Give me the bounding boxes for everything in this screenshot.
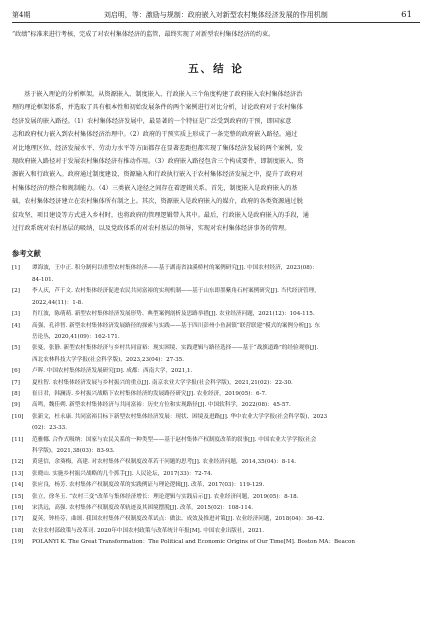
- reference-text: [32, 514, 420, 525]
- reference-item: [12, 378, 420, 389]
- reference-line: 卢晖. 中国农村集体经济发展研究[D]. 成都：西南大学，2021,1.: [32, 368, 193, 375]
- reference-line: 岳论丛，2020,41(09)：162-171.: [32, 333, 120, 340]
- reference-item: [12, 343, 420, 366]
- reference-line: 张应良，杨芳. 农村集体产权制度改革的实践例证与理论逻辑[J]. 改革，2017(03)：119-129.: [32, 482, 265, 489]
- reference-text: [32, 263, 420, 286]
- reference-index: [9]: [12, 402, 20, 409]
- reference-text: [32, 343, 420, 366]
- reference-text: [32, 469, 420, 480]
- reference-index: [11]: [12, 436, 24, 443]
- lead-paragraph: “政绩”标准来进行考核，完成了对农村集体经济的监管，最终实现了对新型农村集体经济的约束。: [12, 31, 275, 38]
- reference-text: [32, 400, 420, 411]
- reference-index: [14]: [12, 482, 24, 489]
- reference-line: 高鸣，魏佳朔. 新型农村集体经济与共同富裕：历史方位和实现路径[J]. 中国软科学，2022(08)：45-57.: [32, 402, 291, 409]
- reference-line: 夏英，钟桂芬，曲颂. 我国农村集体产权制度改革试点：做法、成效及推进对策[J]. 农业经济问题，2018(04)：36-42.: [32, 516, 325, 523]
- paragraph-line: 经济发展的嵌入路径。（1）农村集体经济发展中，最显著的一个特征是广泛受到政府的干预，即国家意: [12, 117, 292, 125]
- reference-item: [12, 480, 420, 491]
- reference-line: 农业农村部政策与改革司. 2020年中国农村政策与改革统计年报[M]. 中国农业出版社，2021.: [32, 527, 265, 534]
- reference-index: [6]: [12, 368, 20, 375]
- reference-index: [10]: [12, 413, 24, 420]
- reference-text: [32, 366, 420, 377]
- reference-text: [32, 480, 420, 491]
- reference-item: [12, 526, 420, 537]
- reference-line: 范雅娜. 合作式吸纳：国家与农民关系的一种类型——基于赵村集体产权制度改革的叙事[J]. 中国农业大学学报(社会: [32, 436, 317, 443]
- header-rule: [12, 22, 420, 23]
- reference-item: [12, 389, 420, 400]
- reference-item: [12, 514, 420, 525]
- reference-index: [17]: [12, 516, 24, 523]
- conclusion-paragraph: [12, 88, 420, 235]
- reference-text: [32, 309, 420, 320]
- reference-index: [2]: [12, 288, 20, 295]
- reference-item: [12, 457, 420, 468]
- reference-line: 谭海波，王中正. 积分制何以重塑农村集体经济——基于湖南省油溪桥村的案例研究[J]. 中国农村经济，2023(08)：: [32, 265, 318, 272]
- reference-text: [32, 321, 420, 344]
- reference-index: [4]: [12, 322, 20, 329]
- reference-text: [32, 503, 420, 514]
- reference-index: [12]: [12, 459, 24, 466]
- paragraph-line: 对比地理区位、经济发展水平、劳动力水平等方面都存在显著差距但都实现了集体经济发展的两个案例，发: [12, 144, 303, 152]
- reference-list: [12, 263, 420, 548]
- paragraph-line: 础，农村集体经济建立在农村集体所有制之上。其次，资源嵌入是政府嵌入的媒介，政府的各类资源通过脱: [12, 198, 303, 206]
- reference-text: [32, 526, 420, 537]
- reference-index: [19]: [12, 539, 24, 546]
- paragraph-line: 现政府嵌入路径对于发展农村集体经济有推动作用。（3）政府嵌入路径包含三个构成要件，即制度嵌入、资: [12, 158, 304, 166]
- reference-line: 84-101.: [32, 276, 54, 283]
- reference-index: [3]: [12, 311, 20, 318]
- paragraph-line: 基于嵌入理论的分析框架，从资源嵌入、制度嵌入、行政嵌入三个角度构建了政府嵌入农村集体经济治: [24, 91, 303, 98]
- reference-item: [12, 469, 420, 480]
- reference-line: 崔日君，韩澜涛. 乡村振兴战略下农村集体经济的发展路径研究[J]. 农业经济，2019(05)：6-7.: [32, 390, 267, 397]
- reference-index: [16]: [12, 505, 24, 511]
- reference-index: [1]: [12, 265, 20, 272]
- reference-index: [15]: [12, 493, 24, 500]
- reference-item: [12, 366, 420, 377]
- reference-index: [8]: [12, 390, 20, 397]
- reference-index: [5]: [12, 345, 20, 352]
- reference-index: [13]: [12, 470, 24, 477]
- issue-label: 第4期: [12, 11, 31, 19]
- reference-line: 张戛，张静. 新型农村集体经济与乡村共同富裕：现实困境、实践逻辑与路径选择——基于“战旗道路”的经验观察[J].: [32, 345, 319, 352]
- reference-line: 黄延信，余葵梅，高建. 对农村集体产权制度改革若干问题的思考[J]. 农业经济问题，2014,35(04)：8-14.: [32, 459, 297, 466]
- paragraph-line: 贫攻坚、项目建设等方式进入乡村时，也将政府的管理逻辑带入其中。最后，行政嵌入是政府嵌入的手段，通: [12, 211, 309, 219]
- paragraph-line: 过行政系统对农村基层的吸纳，以及党政体系的对农村基层的领导，实现对农村集体经济事务的管理。: [12, 225, 291, 233]
- reference-text: [32, 492, 420, 503]
- reference-line: 张晓山. 实施乡村振兴战略的几个抓手[J]. 人民论坛，2017(33)：72-74.: [32, 470, 213, 477]
- reference-line: 西北农林科技大学学报(社会科学版)，2023,23(04)：27-35.: [32, 356, 184, 363]
- reference-item: [12, 492, 420, 503]
- running-title: 刘启明，等：激励与规制：政府嵌入对新型农村集体经济发展的作用机制: [103, 11, 328, 19]
- reference-item: [12, 435, 420, 458]
- references-title: 参考文献: [12, 249, 41, 259]
- reference-line: 宋洪远，高强. 农村集体产权制度改革轨迹及其困境摆脱[J]. 改革，2015(02)：108-114.: [32, 505, 254, 511]
- reference-text: [32, 435, 420, 458]
- reference-line: (02)：23-33.: [32, 425, 67, 432]
- reference-item: [12, 263, 420, 286]
- paragraph-line: 村集体经济的整合和规制能力。（4）三类嵌入途径之间存在着逻辑关系。首先，制度嵌入是政府嵌入的基: [12, 184, 298, 192]
- reference-item: [12, 309, 420, 320]
- page-header: [12, 0, 420, 20]
- reference-text: [32, 412, 420, 435]
- paragraph-line: 源嵌入和行政嵌入。政府通过制度建设、资源输入和行政执行嵌入于农村集体经济发展之中，提升了政府对: [12, 171, 303, 179]
- reference-line: 2022,44(11)：1-8.: [32, 299, 83, 306]
- paragraph-line: 理的理论框架体系，并选取了具有根本性和初始发展条件的两个案例进行对比分析，讨论政府对于农村集体: [12, 104, 303, 112]
- reference-item: [12, 537, 420, 548]
- reference-text: [32, 378, 420, 389]
- reference-text: [32, 286, 420, 309]
- reference-line: 张新文，杜永康. 共同富裕目标下新型农村集体经济发展：现状、困境及进路[J]. 华中农业大学学报(社会科学版)，2023: [32, 413, 328, 420]
- page-number: 61: [401, 10, 412, 20]
- reference-line: 科学版)，2021,38(03)：83-93.: [32, 447, 115, 454]
- reference-item: [12, 412, 420, 435]
- reference-text: [32, 389, 420, 400]
- reference-index: [18]: [12, 527, 24, 534]
- reference-line: 肖红波，陈萌萌. 新型农村集体经济发展形势、典型案例剖析及思路举措[J]. 农业经济问题，2021(12)：104-115.: [32, 311, 315, 318]
- reference-item: [12, 400, 420, 411]
- reference-item: [12, 503, 420, 514]
- reference-line: 张立，徐冬玉. “农村三变”改革与集体经济增长：理论逻辑与实践启示[J]. 农业经济问题，2019(05)：8-18.: [32, 493, 299, 500]
- reference-line: 夏柱智. 农村集体经济发展与乡村振兴的重点[J]. 南京农业大学学报(社会科学版)，2021,21(02)：22-30.: [32, 379, 293, 386]
- reference-line: 高强，孔祥智. 新型农村集体经济发展路径的探索与实践——基于四川彭州小鱼洞镇“联营联建”模式的案例分析[J]. 东: [32, 322, 320, 329]
- reference-text: [32, 537, 420, 548]
- reference-line: 李人庆，芦千文. 农村集体经济促进农民共同富裕的实现机制——基于山东即墨紫角石村案例研究[J]. 当代经济管理，: [32, 288, 320, 295]
- reference-text: [32, 457, 420, 468]
- paragraph-line: 志和政府权力嵌入到农村集体经济治理中。（2）政府的干预实质上形成了一条完整的政府嵌入路径。通过: [12, 131, 298, 139]
- reference-item: [12, 321, 420, 344]
- reference-line: POLANYI K. The Great Transformation：The Political and Economic Origins of Our Time[M]. Boston MA：Beacon: [32, 539, 355, 546]
- reference-index: [7]: [12, 379, 20, 386]
- reference-item: [12, 286, 420, 309]
- section-title: 五、结 论: [188, 63, 244, 75]
